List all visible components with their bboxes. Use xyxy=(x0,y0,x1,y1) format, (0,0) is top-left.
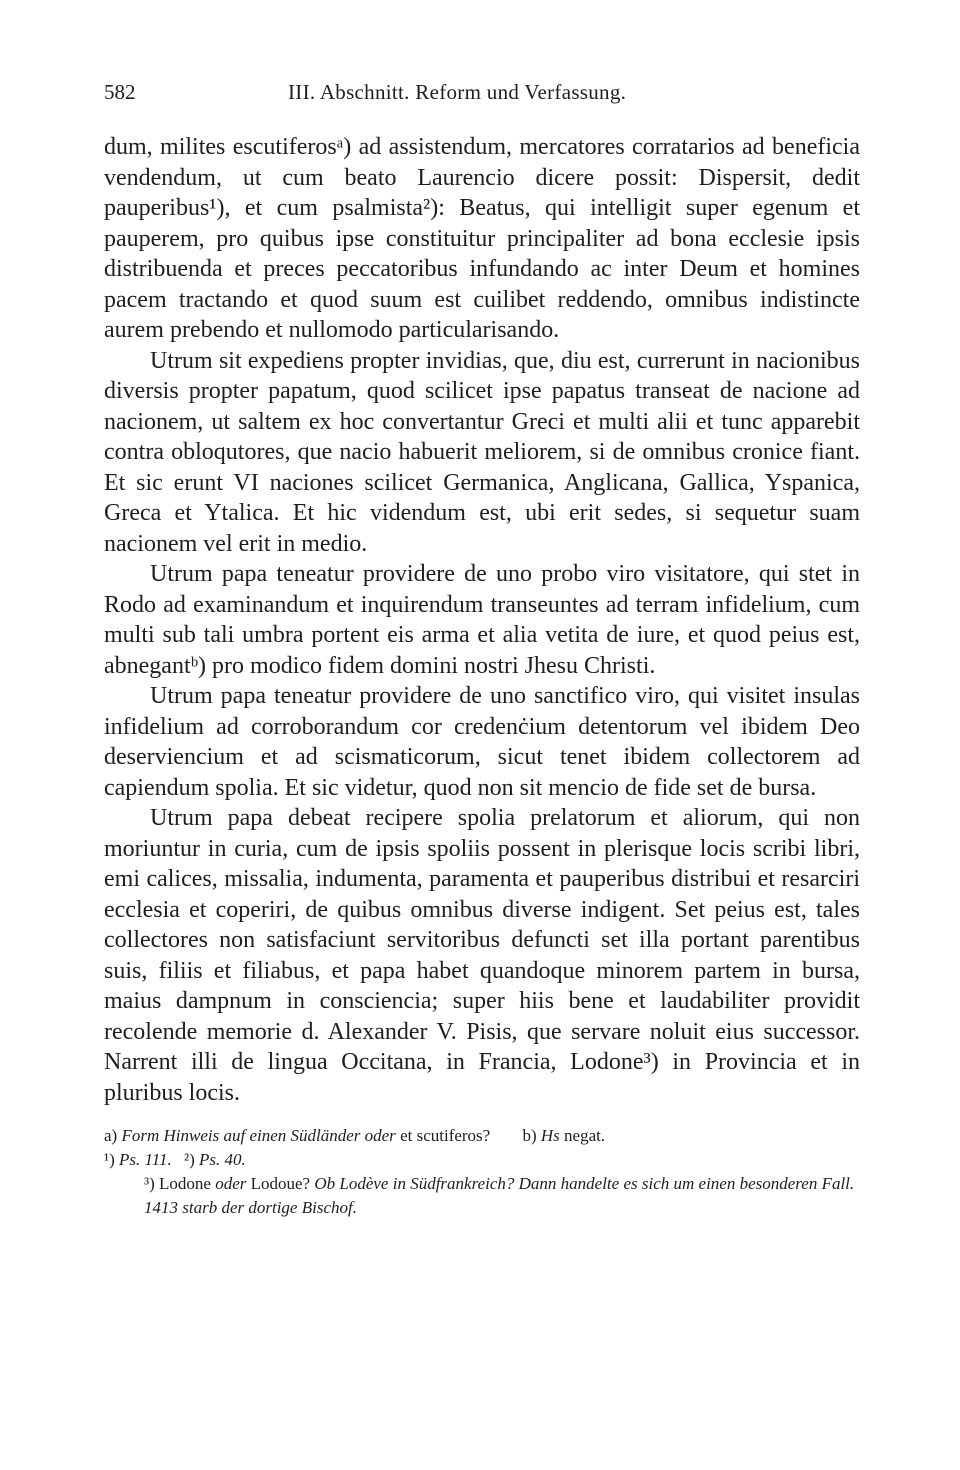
footnote-b-mark: b) xyxy=(522,1126,537,1145)
footnote-2-text: Ps. 40. xyxy=(199,1150,246,1169)
footnote-3-lead: Lodone xyxy=(159,1174,211,1193)
footnote-row-critical xyxy=(104,1124,860,1148)
paragraph-5: Utrum papa debeat recipere spolia prelatorum et aliorum, qui non moriuntur in curia, cum de ipsis spoliis possent in plerisque locis scribi libri, emi calices, missalia, indumenta, paramenta et pauperibus distribui et resarciri ecclesia et coperiri, de quibus omnibus diverse indigent. Set peius est, tales collectores non satisfaciunt servitoribus defuncti set illa portant parentibus suis, filiis et filiabus, et papa habet quandoque minorem partem in bursa, maius dampnum in consciencia; super hiis bene et laudabiliter providit recolende memorie d. Alexander V. Pisis, que servare noluit eius successor. Narrent illi de lingua Occitana, in Francia, Lodone³) in Provincia et in pluribus locis. xyxy=(104,805,860,1106)
paragraph-1: dum, milites escutiferosᵃ) ad assistendum, mercatores corratarios ad beneficia vendendum, ut cum beato Laurencio dicere possit: Dispersit, dedit pauperibus¹), et cum psalmista²): Beatus, qui intelligit super egenum et pauperem, pro quibus ipse constituitur principaliter ad bona ecclesie ipsis distribuenda et preces peccatoribus infundando ac inter Deum et homines pacem tractando et quod suum est cuilibet reddendo, omnibus indistincte aurem prebendo et nullomodo particularisando. xyxy=(104,134,860,343)
footnote-1-mark: ¹) xyxy=(104,1150,115,1169)
footnote-row-psalms xyxy=(104,1148,860,1172)
footnote-2-mark: ²) xyxy=(184,1150,195,1169)
paragraph-3: Utrum papa teneatur providere de uno probo viro visitatore, qui stet in Rodo ad examinandum et inquirendum transeuntes ad terram infidelium, cum multi sub tali umbra portent eis arma et alia vetita de iure, et quod peius est, abnegantᵇ) pro modico fidem domini nostri Jhesu Christi. xyxy=(104,561,860,679)
paragraph-4: Utrum papa teneatur providere de uno sanctifico viro, qui visitet insulas infidelium ad corroborandum cor credenċium detentorum vel ibidem Deo deserviencium et ad scismaticorum, sicut tenet ibidem collectorem ad capiendum spolia. Et sic videtur, quod non sit mencio de fide set de bursa. xyxy=(104,683,860,801)
page-header xyxy=(104,80,860,120)
body-text xyxy=(104,132,860,1108)
footnote-a-mark: a) xyxy=(104,1126,118,1145)
footnote-3-mark: ³) xyxy=(144,1174,155,1193)
book-page xyxy=(104,80,860,1220)
footnote-b-text: Hs xyxy=(540,1126,560,1145)
footnotes xyxy=(104,1124,860,1220)
footnote-3-alt: Lodoue? xyxy=(250,1174,311,1193)
footnote-3-text: Ob Lodève in Südfrankreich? Dann handelte es sich um einen besonderen Fall. 1413 starb der dortige Bischof. xyxy=(144,1174,855,1217)
footnote-1-text: Ps. 111. xyxy=(119,1150,172,1169)
footnote-a-text: Form Hinweis auf einen Südländer oder xyxy=(121,1126,396,1145)
paragraph-2: Utrum sit expediens propter invidias, que, diu est, currerunt in nacionibus diversis propter papatum, quod scilicet ipse papatus transeat de nacione ad nacionem, ut saltem ex hoc convertantur Greci et multi alii et tunc apparebit contra obloqutores, que nacio habuerit meliorem, si de omnibus cronice fiant. Et sic erunt VI naciones scilicet Germanica, Anglicana, Gallica, Yspanica, Greca et Ytalica. Et hic videndum est, ubi erit sedes, si sequetur suam nacionem vel erit in medio. xyxy=(104,347,860,557)
footnote-b-tail: negat. xyxy=(564,1126,606,1145)
footnote-3-or: oder xyxy=(215,1174,247,1193)
running-head: III. Abschnitt. Reform und Verfassung. xyxy=(288,80,627,104)
footnote-a-tail: et scutiferos? xyxy=(400,1126,491,1145)
page-number: 582 xyxy=(104,80,136,104)
footnote-3 xyxy=(144,1172,860,1220)
